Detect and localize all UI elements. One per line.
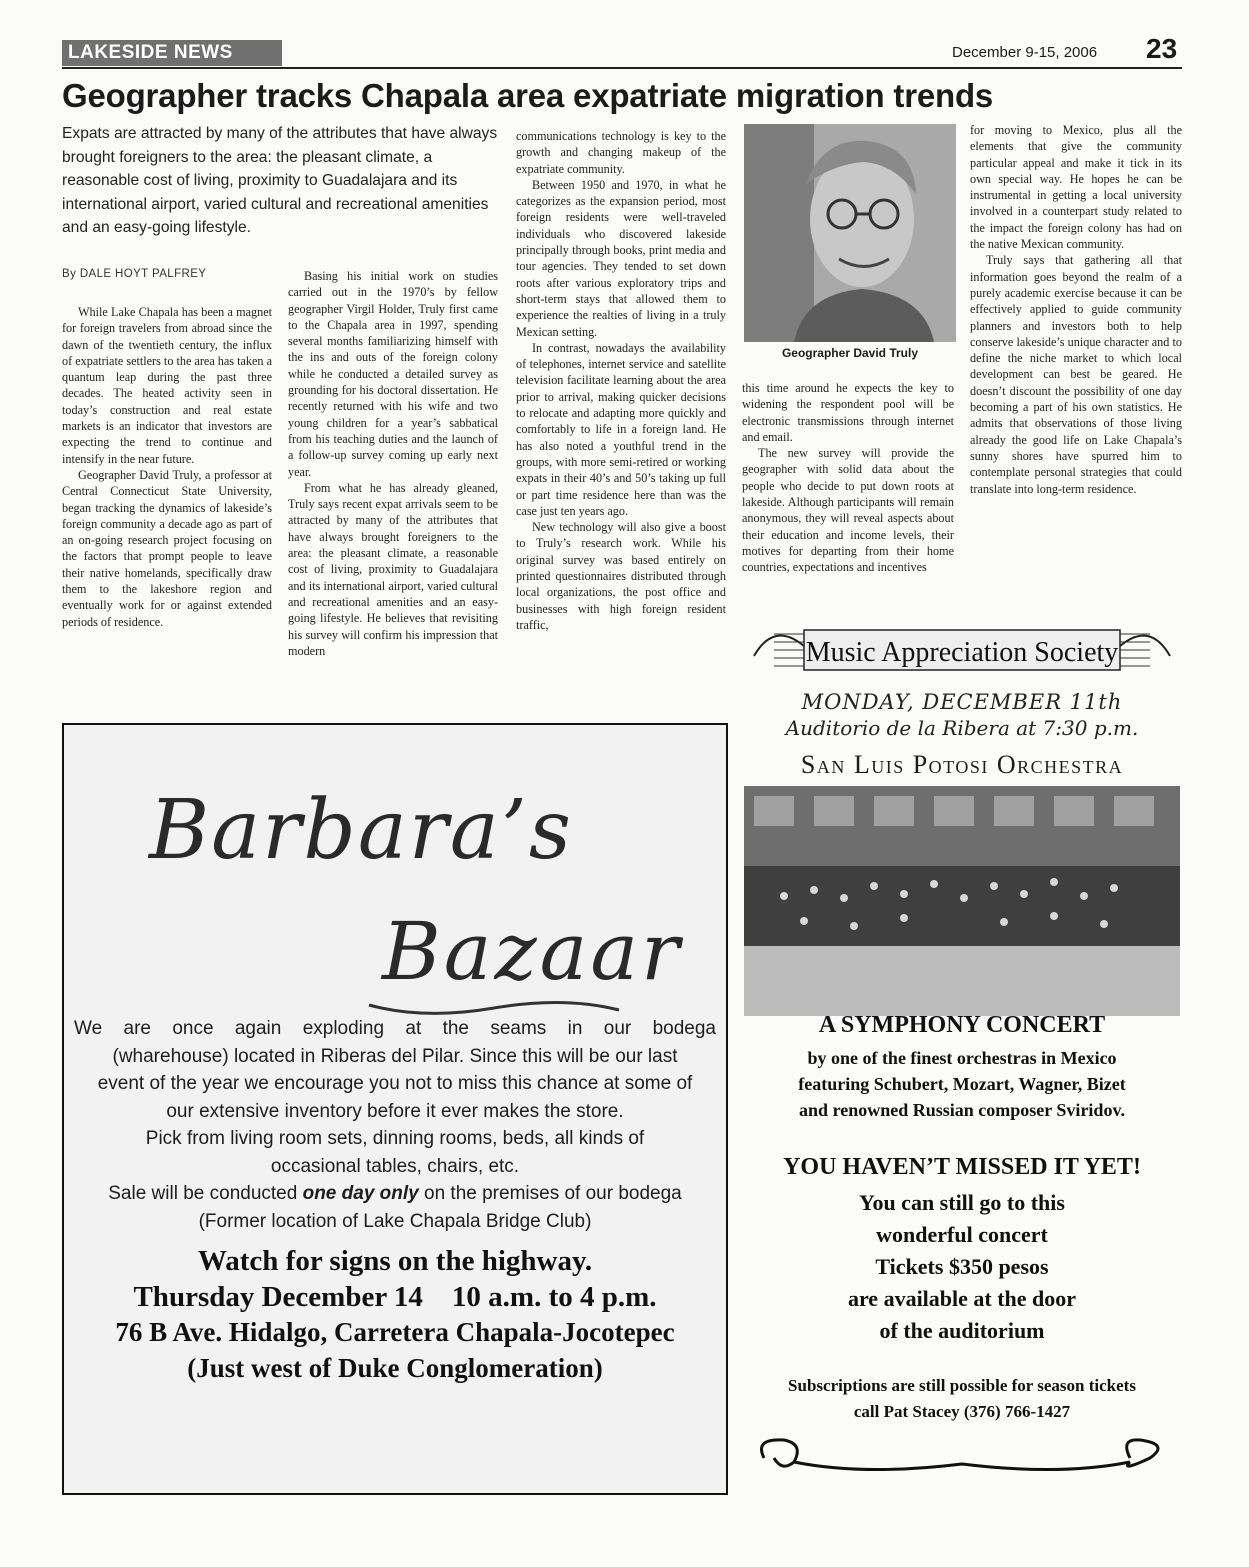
- concert-date: MONDAY, DECEMBER 11th: [801, 690, 1123, 714]
- article-column-5: [970, 122, 1182, 497]
- paragraph: From what he has already gleaned, Truly says recent expat arrivals seem to be attracted by many of the attributes that have always brought foreigners to the area: the pleasant climate, a reasonable cost of living, proximity to Guadalajara and its international airport, varied cultural and recreational amenities and an easy-going lifestyle. He believes that revisiting his survey will confirm his impression that modern: [288, 480, 498, 658]
- concert-desc: by one of the finest orchestras in Mexico: [807, 1048, 1117, 1068]
- society-banner: [744, 616, 1180, 686]
- paragraph: Between 1950 and 1970, in what he categorizes as the expansion period, most foreign residents were well-traveled individuals who discovered lakeside principally through books, print media and tour agencies. They tended to set down roots after various exploratory trips and short-term stays that allowed them to experience the realties of living in a truly Mexican setting.: [516, 177, 726, 339]
- bazaar-line: our extensive inventory before it ever makes the store.: [166, 1100, 624, 1122]
- concert-cta: You can still go to this: [859, 1190, 1065, 1215]
- bazaar-when: Thursday December 14 10 a.m. to 4 p.m.: [133, 1281, 657, 1313]
- paragraph: In contrast, nowadays the availability of telephones, internet service and satellite television facilitate learning about the area prior to arrival, making quicker decisions to relocate and adapting more quickly and comfortably to life in a foreign land. He has also noted a youthful trend in the groups, with more semi-retired or working expats in their 40’s and 50’s taking up full or part time residence here than was the case just ten years ago.: [516, 340, 726, 518]
- paragraph: this time around he expects the key to widening the respondent pool will be electronic transmissions through internet and email.: [742, 381, 954, 444]
- paragraph: for moving to Mexico, plus all the elements that give the community particular appeal and make it tick in its own special way. He hopes he can be instrumental in getting a local university involved in a counterpart study related to the impact the foreign colony has had on the native Mexican community.: [970, 123, 1182, 252]
- missed-headline: YOU HAVEN’T MISSED IT YET!: [783, 1154, 1141, 1180]
- bazaar-line: event of the year we encourage you not to miss this chance at some of: [97, 1073, 693, 1094]
- paragraph: Geographer David Truly, a professor at Central Connecticut State University, began tracking the dynamics of lakeside’s foreign community a decade ago as part of an on-going research project focusing on the factors that prompt people to leave their native homelands, specifically draw them to the lakeshore region and eventually work for or against extended periods of residence.: [62, 467, 272, 629]
- bazaar-emphasis: one day only: [302, 1183, 419, 1204]
- page-number: 23: [1146, 33, 1178, 64]
- photo-caption: Geographer David Truly: [781, 346, 919, 360]
- article-column-1: [62, 304, 272, 630]
- paragraph: Truly says that gathering all that information goes beyond the realm of a purely academic exercise because it can be effectively applied to guide community planners and investors both to help conserve lakeside’s unique character and to define the niche market to which local development can best be geared. He doesn’t discount the possibility of one day becoming a part of his own statistics. He admits that observations of those living already the good life on Lake Chapala’s sunny shores have spurred him to contemplate personal strategies that could translate into long-term residence.: [970, 253, 1182, 496]
- article-byline: By DALE HOYT PALFREY: [62, 268, 207, 280]
- article-column-4: [742, 380, 954, 576]
- bazaar-landmark: (Just west of Duke Conglomeration): [187, 1353, 603, 1383]
- bazaar-title-line2: Bazaar: [382, 905, 683, 998]
- masthead-rule: [62, 67, 1182, 69]
- bazaar-line: Pick from living room sets, dinning rooms, beds, all kinds of: [145, 1128, 645, 1149]
- bazaar-signs: Watch for signs on the highway.: [197, 1245, 593, 1277]
- paragraph: New technology will also give a boost to Truly’s research work. While his original survey was based entirely on printed questionnaires distributed through local organizations, the post office and businesses with high foreign resident traffic,: [516, 520, 726, 632]
- bazaar-line: We are once again exploding at the seams in our bodega: [74, 1018, 716, 1039]
- bazaar-address: 76 B Ave. Hidalgo, Carretera Chapala-Jocotepec: [115, 1317, 675, 1347]
- bazaar-line: (wharehouse) located in Riberas del Pilar. Since this will be our last: [112, 1045, 678, 1067]
- bazaar-line: (Former location of Lake Chapala Bridge Club): [198, 1210, 592, 1232]
- society-name: Music Appreciation Society: [805, 637, 1119, 668]
- ticket-price: Tickets $350 pesos: [875, 1254, 1049, 1279]
- paragraph: While Lake Chapala has been a magnet for foreign travelers from abroad since the dawn of the twentieth century, the influx of expatriate settlers to the area has taken a quantum leap during the past three decades. The heated activity seen in today’s construction and real estate markets is an indicator that investors are expecting the trend to continue and intensify in the near future.: [62, 305, 272, 466]
- symphony-headline: A SYMPHONY CONCERT: [818, 1012, 1106, 1038]
- article-headline: Geographer tracks Chapala area expatriate migration trends: [62, 77, 994, 114]
- bazaar-line: occasional tables, chairs, etc.: [270, 1155, 520, 1177]
- decorative-flourish: [744, 1428, 1180, 1480]
- issue-date: December 9-15, 2006: [952, 44, 1098, 61]
- article-column-3: [516, 128, 726, 633]
- concert-desc: and renowned Russian composer Sviridov.: [799, 1100, 1125, 1120]
- concert-cta: are available at the door: [847, 1286, 1077, 1311]
- portrait-photo: [744, 124, 956, 342]
- orchestra-photo: [744, 786, 1180, 1016]
- bazaar-title-line1: Barbara’s: [149, 783, 573, 878]
- bazaar-line-part: Sale will be conducted: [108, 1183, 303, 1204]
- bazaar-ad: [62, 723, 728, 1495]
- bazaar-line-part: on the premises of our bodega: [418, 1183, 682, 1204]
- section-tag: LAKESIDE NEWS: [62, 40, 282, 66]
- orchestra-name: San Luis Potosi Orchestra: [800, 750, 1124, 779]
- concert-desc: featuring Schubert, Mozart, Wagner, Bizet: [798, 1074, 1126, 1094]
- paragraph: The new survey will provide the geographer with solid data about the people who decide to put down roots at lakeside. Although participants will remain anonymous, they will reveal aspects about their education and income levels, their motives for departing from their home countries, expectations and incentives: [742, 446, 954, 575]
- subscriptions-contact: call Pat Stacey (376) 766-1427: [853, 1402, 1071, 1421]
- concert-venue: Auditorio de la Ribera at 7:30 p.m.: [785, 716, 1139, 740]
- bazaar-line: [74, 1180, 716, 1208]
- concert-cta: of the auditorium: [879, 1318, 1045, 1343]
- article-column-2: [288, 268, 498, 659]
- bazaar-body: [74, 1015, 716, 1235]
- paragraph: communications technology is key to the growth and changing makeup of the expatriate community.: [516, 129, 726, 176]
- paragraph: Basing his initial work on studies carried out in the 1970’s by fellow geographer Virgil Holder, Truly first came to the Chapala area in 1997, spending several months familiarizing himself with the ins and outs of the foreign colony while he conducted a detailed survey as grounding for his doctoral dissertation. He recently returned with his wife and two young children for a year’s sabbatical from his teaching duties and the launch of a follow-up survey coming up early next year.: [288, 269, 498, 479]
- concert-cta: wonderful concert: [876, 1222, 1048, 1247]
- article-deck: Expats are attracted by many of the attributes that have always brought foreigners to the area: the pleasant climate, a reasonable cost of living, proximity to Guadalajara and its international airport, varied cultural and recreational amenities and an easy-going lifestyle.: [62, 125, 498, 236]
- subscriptions-text: Subscriptions are still possible for season tickets: [788, 1376, 1136, 1395]
- concert-ad: [744, 612, 1180, 1480]
